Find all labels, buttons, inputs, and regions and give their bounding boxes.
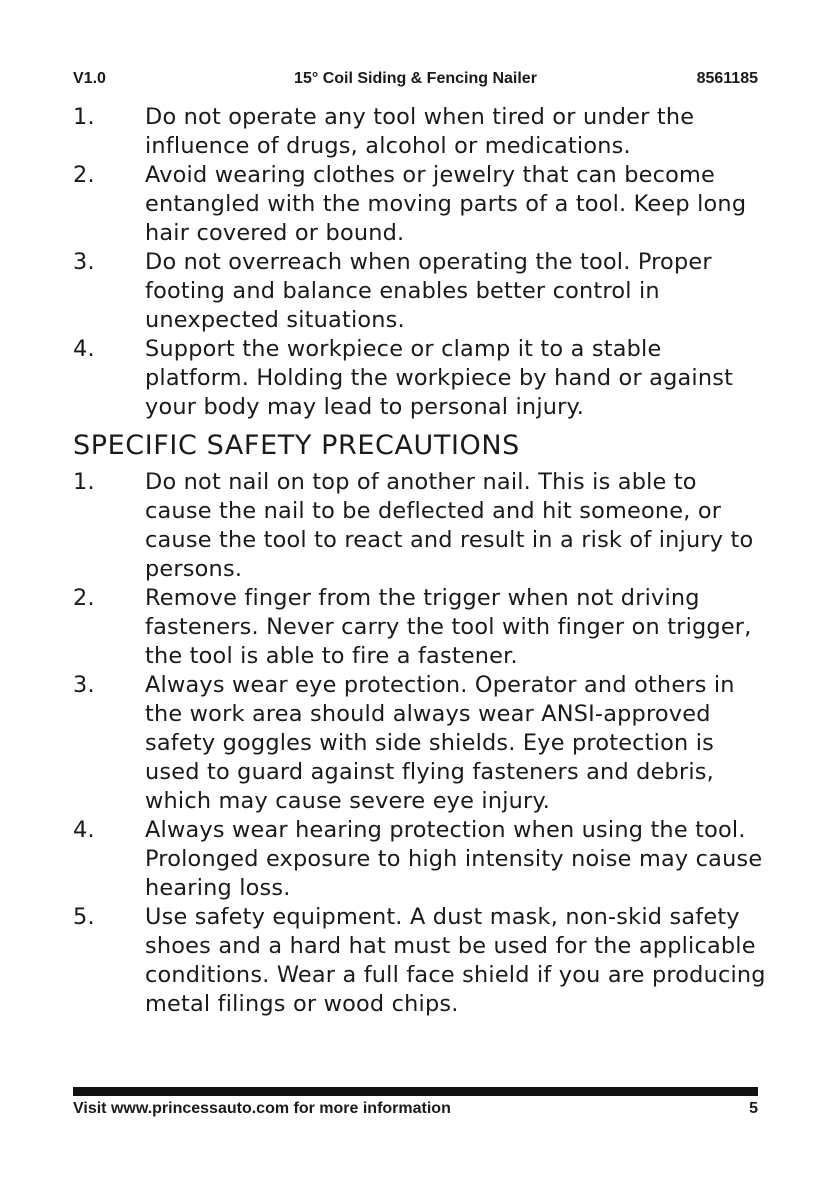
list-item: [73, 161, 770, 248]
list-item: [73, 671, 770, 816]
version-label: V1.0: [73, 70, 106, 87]
list-item: [73, 335, 770, 422]
list-item: [73, 584, 770, 671]
list-item: [73, 468, 770, 584]
list-item: [73, 103, 770, 161]
footer-website-text: Visit www.princessauto.com for more information: [73, 1100, 451, 1117]
page-content: [73, 103, 770, 1019]
page-header: [73, 70, 758, 92]
item-text: Use safety equipment. A dust mask, non-skid safety shoes and a hard hat must be used for the applicable conditions. Wear a full face shield if you are producing metal filings or wood chips.: [145, 904, 766, 1017]
item-text: Always wear hearing protection when using the tool. Prolonged exposure to high intensity noise may cause hearing loss.: [145, 817, 763, 901]
specific-safety-list: [73, 468, 770, 1019]
item-text: Remove finger from the trigger when not driving fasteners. Never carry the tool with finger on trigger, the tool is able to fire a fastener.: [145, 585, 752, 669]
item-number: 4.: [73, 336, 95, 362]
document-title: 15° Coil Siding & Fencing Nailer: [294, 70, 537, 87]
page-number: 5: [749, 1100, 758, 1117]
section-heading: SPECIFIC SAFETY PRECAUTIONS: [73, 430, 520, 461]
item-number: 4.: [73, 817, 95, 843]
item-text: Do not overreach when operating the tool. Proper footing and balance enables better control in unexpected situations.: [145, 249, 712, 333]
item-number: 2.: [73, 585, 95, 611]
model-number: 8561185: [696, 70, 758, 87]
general-safety-list: [73, 103, 770, 422]
item-text: Do not operate any tool when tired or under the influence of drugs, alcohol or medications.: [145, 104, 695, 159]
item-text: Always wear eye protection. Operator and others in the work area should always wear ANSI-approved safety goggles with side shields. Eye protection is used to guard against flying fasteners and debris, which may cause severe eye injury.: [145, 672, 735, 814]
item-text: Avoid wearing clothes or jewelry that can become entangled with the moving parts of a tool. Keep long hair covered or bound.: [145, 162, 747, 246]
item-number: 3.: [73, 672, 95, 698]
item-number: 3.: [73, 249, 95, 275]
list-item: [73, 248, 770, 335]
item-text: Do not nail on top of another nail. This is able to cause the nail to be deflected and hit someone, or cause the tool to react and result in a risk of injury to persons.: [145, 469, 754, 582]
item-number: 5.: [73, 904, 95, 930]
list-item: [73, 816, 770, 903]
item-text: Support the workpiece or clamp it to a stable platform. Holding the workpiece by hand or against your body may lead to personal injury.: [145, 336, 734, 420]
item-number: 1.: [73, 104, 95, 130]
item-number: 2.: [73, 162, 95, 188]
page-footer: [73, 1100, 758, 1122]
item-number: 1.: [73, 469, 95, 495]
footer-divider: [73, 1087, 758, 1096]
list-item: [73, 903, 770, 1019]
